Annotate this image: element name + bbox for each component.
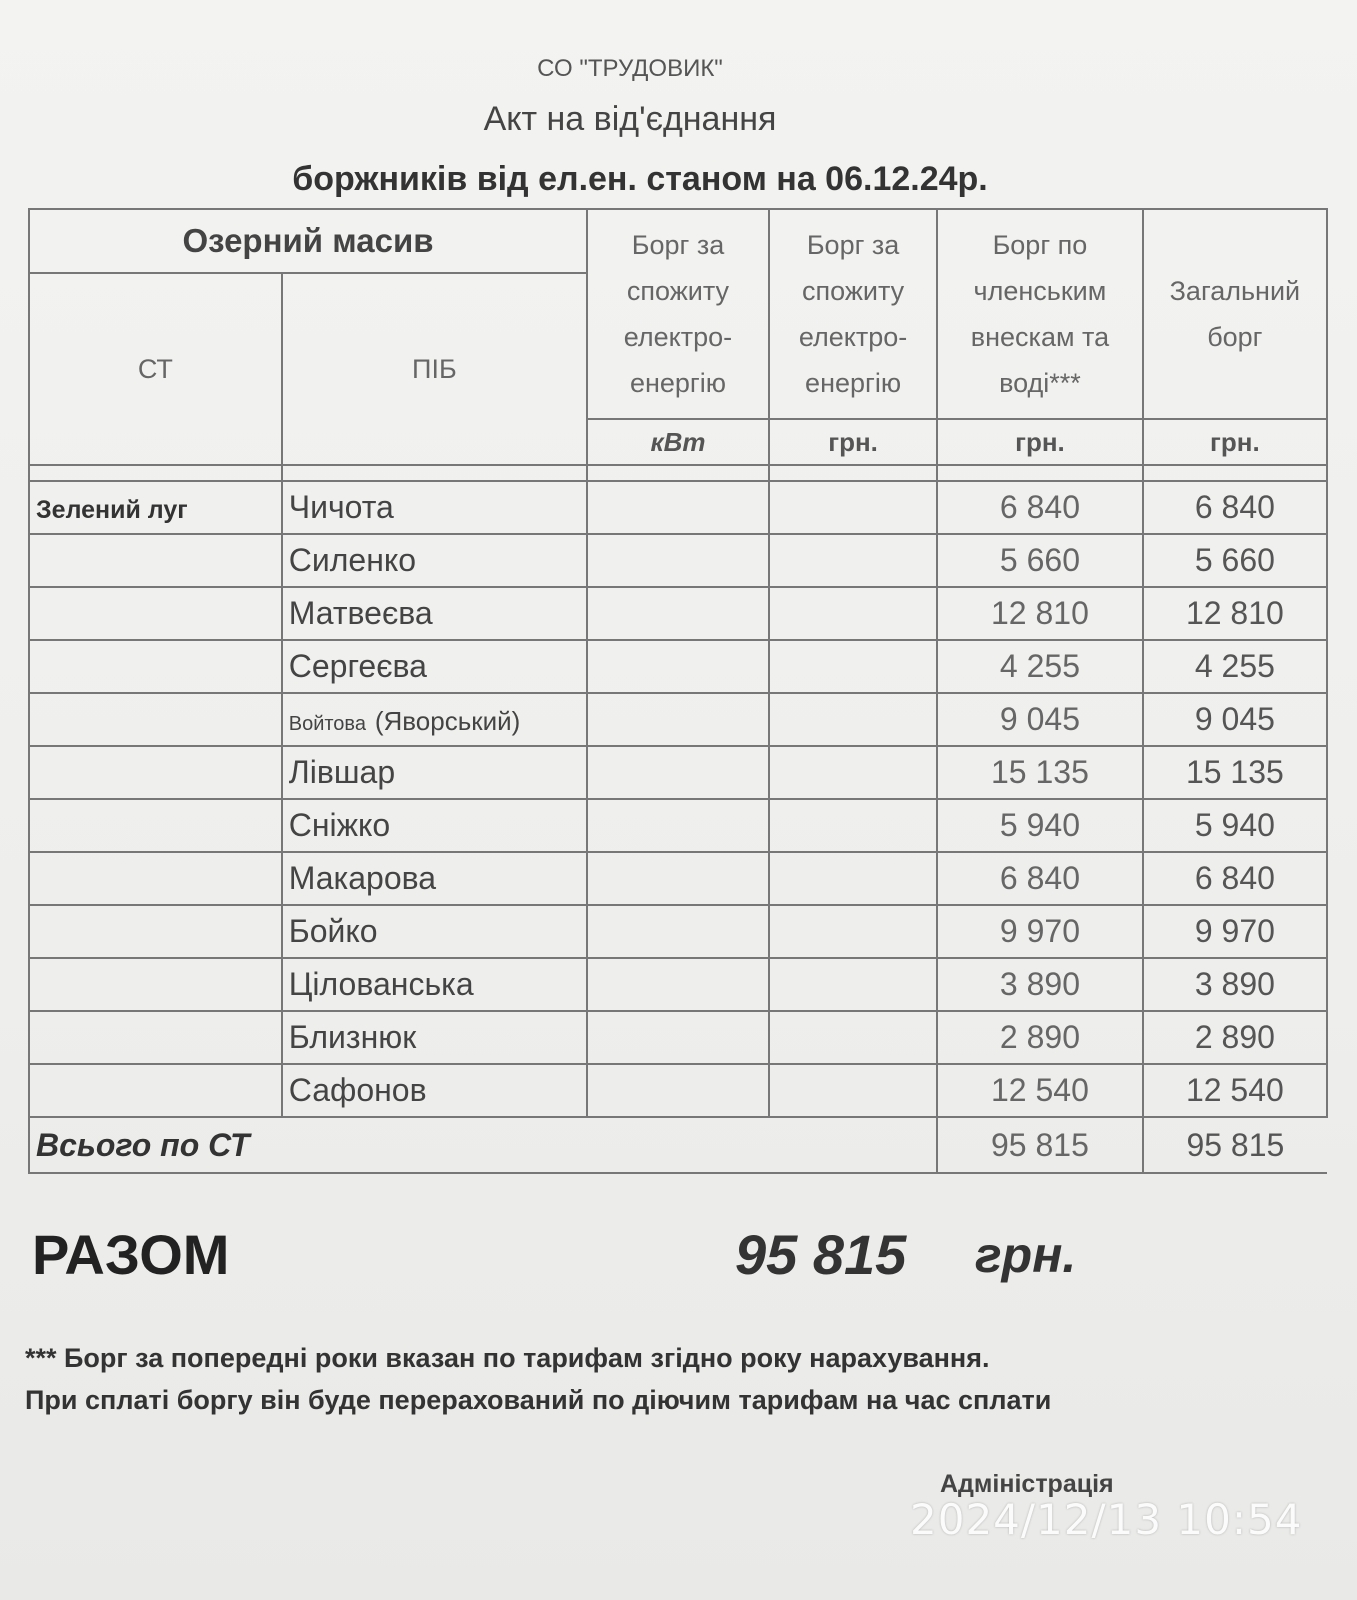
- cell-membership: 5 660: [937, 534, 1143, 587]
- table-row: [29, 799, 1327, 852]
- cell-total: 4 255: [1143, 640, 1327, 693]
- cell-membership: 9 970: [937, 905, 1143, 958]
- cell-name: Лівшар: [282, 746, 587, 799]
- cell-uah: [769, 587, 937, 640]
- summary-label: РАЗОМ: [32, 1223, 230, 1286]
- col-header-total: Загальний борг: [1143, 209, 1327, 419]
- table-row: [29, 746, 1327, 799]
- cell-uah: [769, 640, 937, 693]
- cell-uah: [769, 481, 937, 534]
- cell-st: [29, 481, 282, 534]
- footnote-line-2: При сплаті боргу він буде перерахований по діючим тарифам на час сплати: [25, 1385, 1052, 1415]
- cell-name: Цілованська: [282, 958, 587, 1011]
- cell-uah: [769, 905, 937, 958]
- cell-kwt: [587, 746, 769, 799]
- cell-st: [29, 587, 282, 640]
- cell-st: [29, 640, 282, 693]
- cell-total: 6 840: [1143, 481, 1327, 534]
- cell-st: [29, 693, 282, 746]
- table-body: [29, 481, 1327, 1117]
- footnote-line-1: *** Борг за попередні роки вказан по тарифам згідно року нарахування.: [25, 1343, 990, 1373]
- col-header-st: СТ: [29, 273, 282, 465]
- table-row: [29, 481, 1327, 534]
- organization-name: СО "ТРУДОВИК": [537, 55, 723, 82]
- cell-total: 2 890: [1143, 1011, 1327, 1064]
- col-header-kwt: Борг за спожиту електро-енергію: [587, 209, 769, 419]
- debtors-table: [28, 208, 1328, 1174]
- summary-currency: грн.: [975, 1227, 1077, 1283]
- table-row: [29, 905, 1327, 958]
- cell-total: 5 940: [1143, 799, 1327, 852]
- table-row: [29, 1011, 1327, 1064]
- cell-uah: [769, 746, 937, 799]
- cell-st: [29, 852, 282, 905]
- cell-name: Чичота: [282, 481, 587, 534]
- total-sum: 95 815: [1143, 1117, 1327, 1173]
- cell-kwt: [587, 958, 769, 1011]
- total-label: Всього по СТ: [36, 1126, 250, 1163]
- cell-total: 12 810: [1143, 587, 1327, 640]
- cell-st: [29, 1011, 282, 1064]
- cell-name: [282, 693, 587, 746]
- cell-uah: [769, 852, 937, 905]
- document-title: Акт на від'єднання: [483, 100, 777, 138]
- cell-kwt: [587, 481, 769, 534]
- cell-name: Матвеєва: [282, 587, 587, 640]
- cell-name: Близнюк: [282, 1011, 587, 1064]
- cell-name: Сніжко: [282, 799, 587, 852]
- name-text: (Яворський): [374, 706, 521, 736]
- unit-kwt: кВт: [587, 419, 769, 465]
- unit-total: грн.: [1143, 419, 1327, 465]
- cell-membership: 3 890: [937, 958, 1143, 1011]
- cell-total: 5 660: [1143, 534, 1327, 587]
- table-row: [29, 587, 1327, 640]
- col-header-membership: Борг по членським внескам та воді***: [937, 209, 1143, 419]
- cell-name: Бойко: [282, 905, 587, 958]
- cell-name: Силенко: [282, 534, 587, 587]
- cell-membership: 6 840: [937, 481, 1143, 534]
- cell-uah: [769, 693, 937, 746]
- cell-membership: 5 940: [937, 799, 1143, 852]
- cell-membership: 6 840: [937, 852, 1143, 905]
- table-row: [29, 1064, 1327, 1117]
- cell-kwt: [587, 799, 769, 852]
- cell-total: 12 540: [1143, 1064, 1327, 1117]
- cell-membership: 15 135: [937, 746, 1143, 799]
- table-row: [29, 640, 1327, 693]
- total-membership: 95 815: [937, 1117, 1143, 1173]
- cell-total: 6 840: [1143, 852, 1327, 905]
- cell-st: [29, 534, 282, 587]
- name-small: Войтова: [288, 713, 366, 735]
- cell-kwt: [587, 640, 769, 693]
- cell-st: [29, 958, 282, 1011]
- cell-kwt: [587, 693, 769, 746]
- unit-uah: грн.: [769, 419, 937, 465]
- cell-total: 15 135: [1143, 746, 1327, 799]
- cell-kwt: [587, 1064, 769, 1117]
- cell-membership: 12 540: [937, 1064, 1143, 1117]
- table-row: [29, 958, 1327, 1011]
- cell-kwt: [587, 1011, 769, 1064]
- total-row: [29, 1117, 1327, 1173]
- spacer-row: [29, 465, 1327, 481]
- cell-st: [29, 1064, 282, 1117]
- cell-total: 3 890: [1143, 958, 1327, 1011]
- cell-kwt: [587, 534, 769, 587]
- cell-kwt: [587, 587, 769, 640]
- cell-st: [29, 799, 282, 852]
- cell-uah: [769, 958, 937, 1011]
- cell-uah: [769, 799, 937, 852]
- table-row: [29, 852, 1327, 905]
- document-subtitle: боржників від ел.ен. станом на 06.12.24р.: [292, 160, 988, 198]
- cell-name: Макарова: [282, 852, 587, 905]
- administration-signature: Адміністрація: [940, 1470, 1114, 1498]
- cell-st: [29, 746, 282, 799]
- cell-membership: 2 890: [937, 1011, 1143, 1064]
- unit-membership: грн.: [937, 419, 1143, 465]
- cell-total: 9 045: [1143, 693, 1327, 746]
- cell-name: Сергеєва: [282, 640, 587, 693]
- cell-name: Сафонов: [282, 1064, 587, 1117]
- table-row: [29, 693, 1327, 746]
- cell-kwt: [587, 905, 769, 958]
- col-header-uah: Борг за спожиту електро-енергію: [769, 209, 937, 419]
- massiv-header: Озерний масив: [29, 209, 587, 273]
- cell-kwt: [587, 852, 769, 905]
- table-row: [29, 534, 1327, 587]
- cell-uah: [769, 1011, 937, 1064]
- cell-membership: 12 810: [937, 587, 1143, 640]
- cell-uah: [769, 1064, 937, 1117]
- cell-membership: 4 255: [937, 640, 1143, 693]
- cell-uah: [769, 534, 937, 587]
- cell-membership: 9 045: [937, 693, 1143, 746]
- col-header-name: ПІБ: [282, 273, 587, 465]
- cell-st: [29, 905, 282, 958]
- summary-amount: 95 815: [735, 1223, 907, 1286]
- photo-timestamp: 2024/12/13 10:54: [910, 1495, 1303, 1544]
- cell-total: 9 970: [1143, 905, 1327, 958]
- st-name: Зелений луг: [36, 496, 188, 524]
